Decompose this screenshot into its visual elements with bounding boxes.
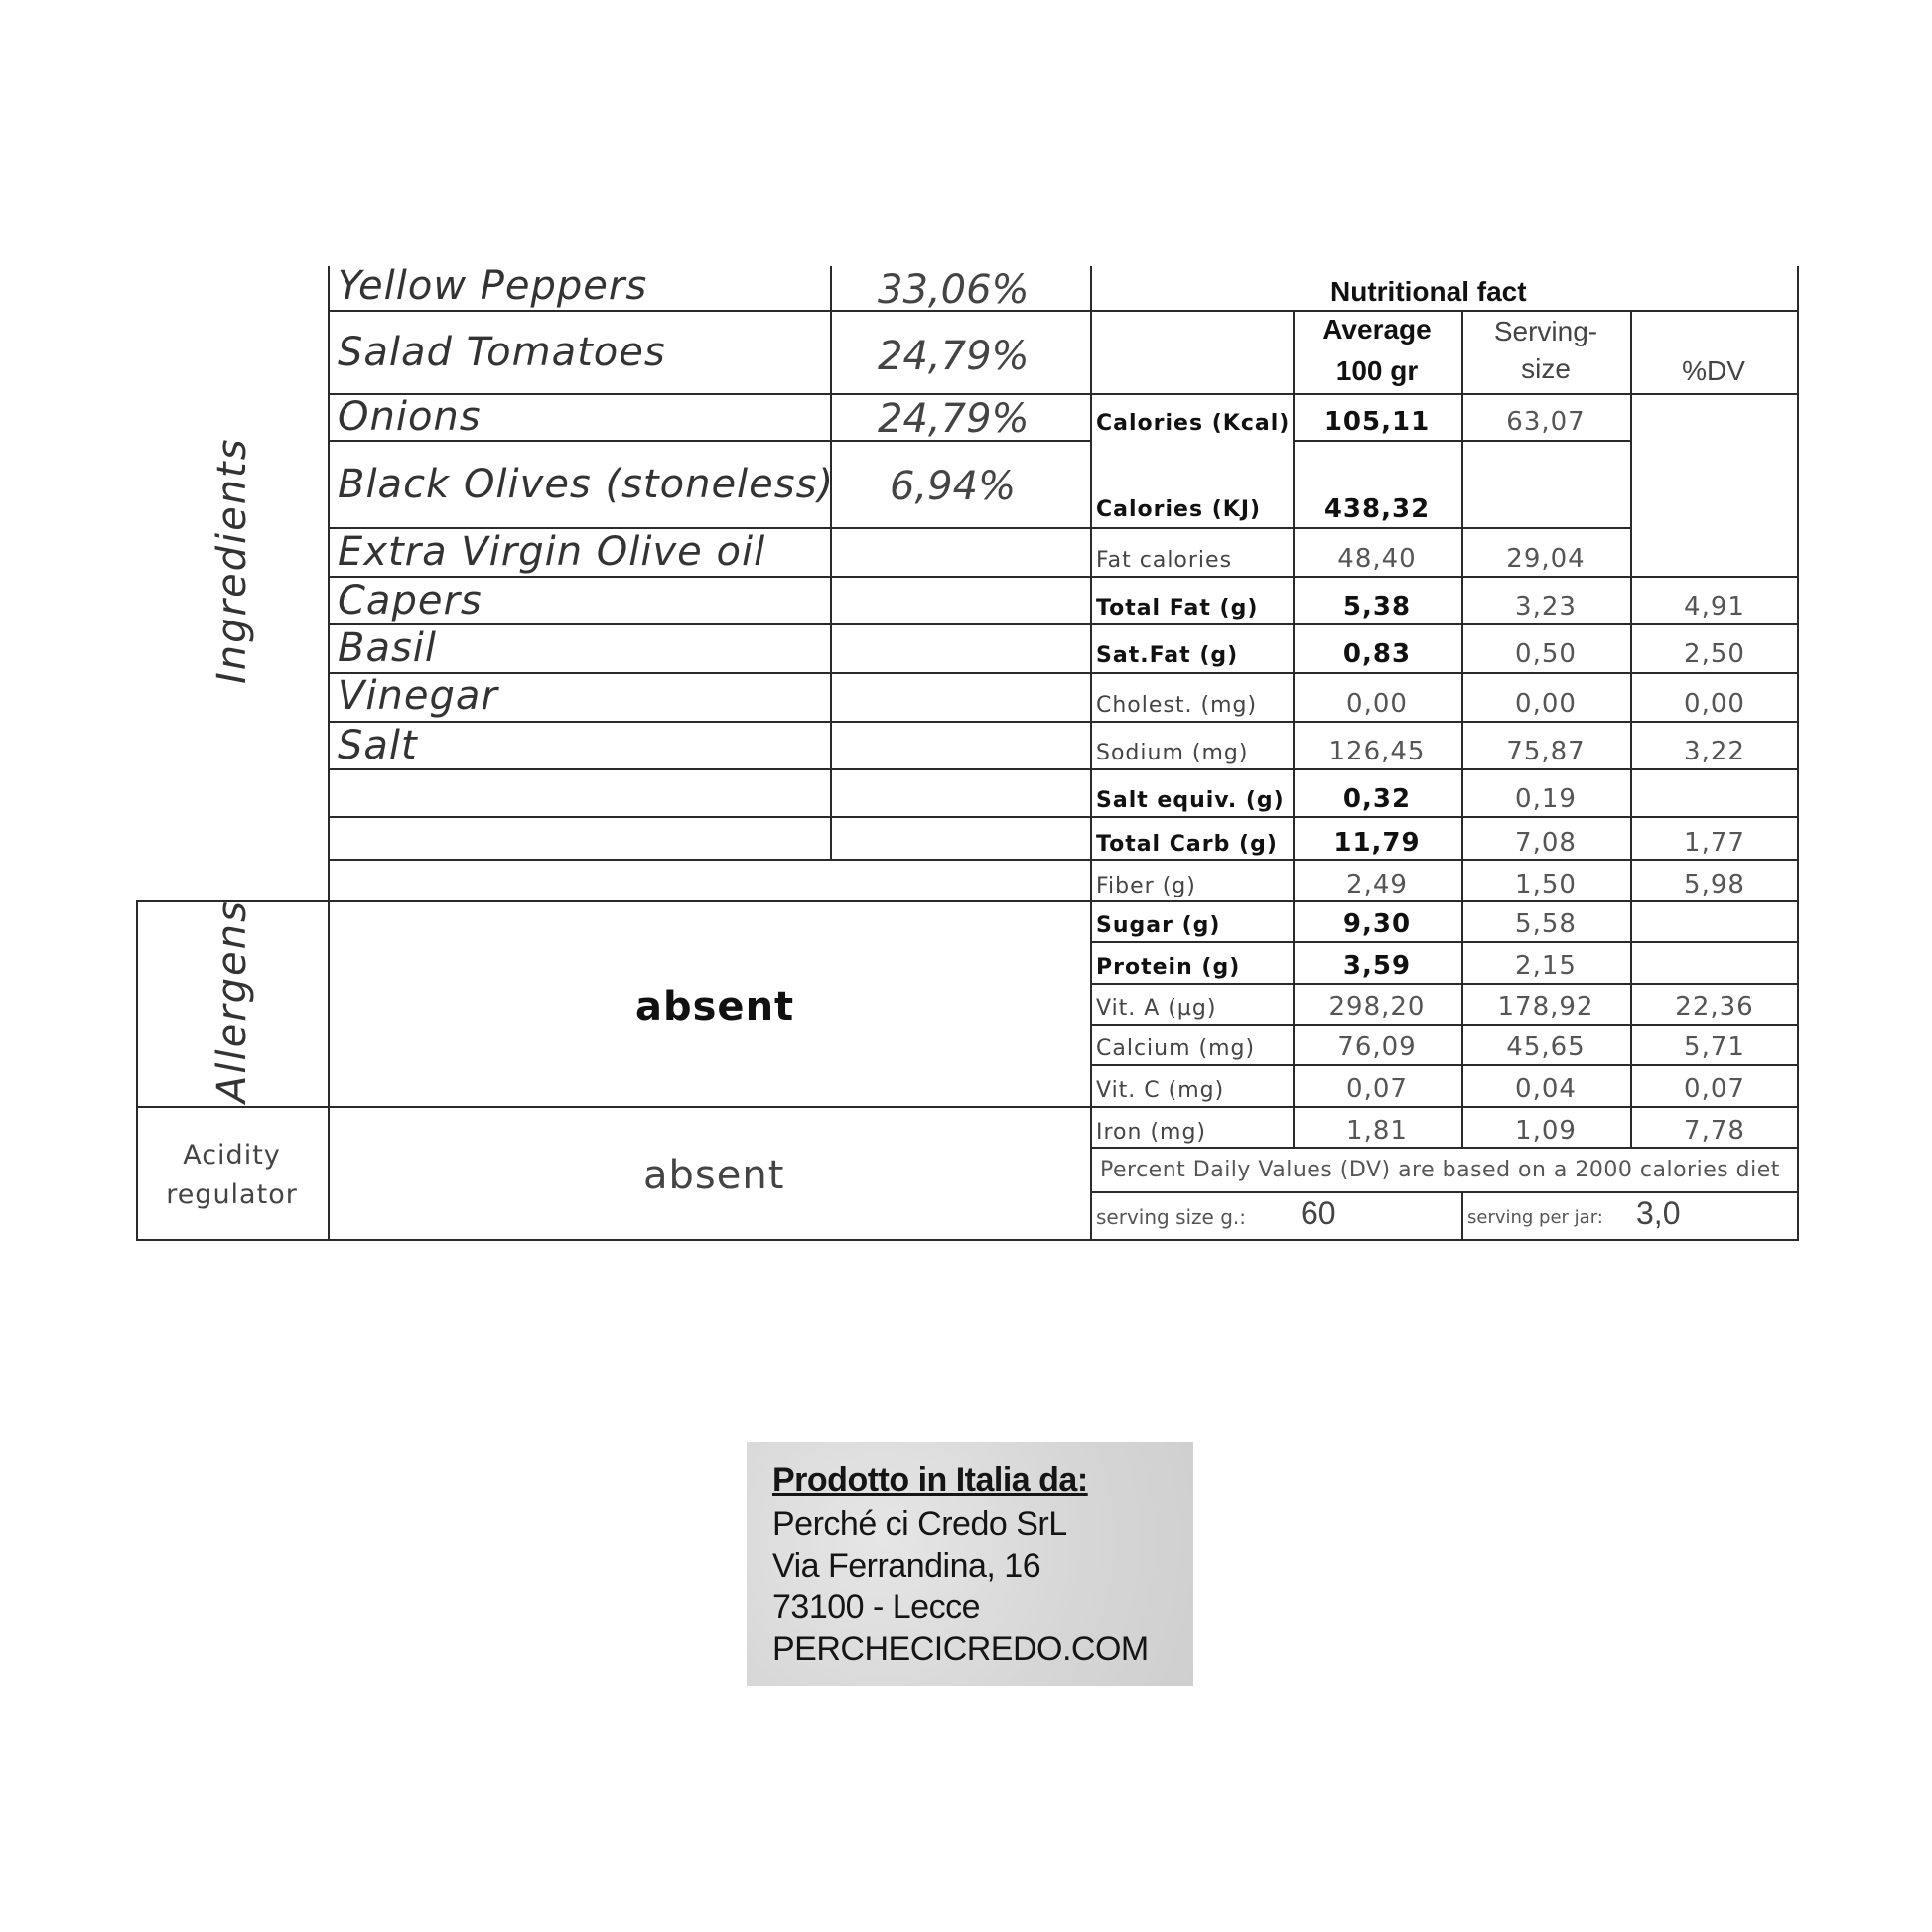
nutrient-dv: 5,71: [1684, 1033, 1745, 1062]
acidity-regulator-label-line1: Acidity: [183, 1140, 281, 1171]
nutrient-label: Sugar (g): [1096, 913, 1221, 938]
nutrient-serving: 3,23: [1515, 592, 1577, 621]
serving-size-value: 60: [1301, 1195, 1336, 1231]
nutrient-label: Calories (Kcal): [1096, 411, 1291, 436]
ingredient-name: Yellow Peppers: [338, 263, 648, 309]
nutrient-label: Total Carb (g): [1096, 832, 1278, 857]
nutrient-dv: 7,78: [1684, 1116, 1745, 1146]
nutrient-avg: 105,11: [1323, 407, 1431, 437]
col-average-header-unit: 100 gr: [1335, 355, 1419, 386]
nutrient-avg: 3,59: [1342, 951, 1412, 981]
nutrient-avg: 48,40: [1337, 544, 1417, 574]
nutrient-avg: 11,79: [1333, 828, 1421, 858]
ingredient-percent: 6,94%: [890, 464, 1017, 509]
nutrient-dv: 5,98: [1684, 870, 1745, 899]
nutrient-serving: 0,19: [1515, 784, 1577, 814]
nutrient-avg: 438,32: [1323, 494, 1431, 524]
nutrient-label: Sodium (mg): [1096, 741, 1249, 765]
nutrient-dv: 22,36: [1675, 992, 1754, 1022]
nutrient-label: Calories (KJ): [1096, 497, 1262, 522]
nutrient-serving: 0,50: [1515, 639, 1577, 669]
ingredient-name: Basil: [338, 625, 438, 671]
nutrient-label: Cholest. (mg): [1096, 693, 1258, 718]
nutrient-avg: 0,00: [1346, 689, 1408, 719]
col-serving-header-unit: size: [1521, 353, 1571, 384]
nutrient-avg: 9,30: [1342, 909, 1412, 939]
producer-heading: Prodotto in Italia da:: [772, 1461, 1088, 1499]
nutrient-avg: 2,49: [1346, 870, 1408, 899]
ingredient-name: Vinegar: [338, 673, 498, 719]
nutrient-label: Vit. A (µg): [1096, 996, 1217, 1021]
dv-footnote-clip: [1092, 1152, 1797, 1187]
nutrient-dv: 4,91: [1684, 592, 1745, 621]
nutrient-avg: 0,07: [1346, 1074, 1408, 1104]
nutrient-label: Salt equiv. (g): [1096, 788, 1285, 813]
producer-company: Perché ci Credo SrL: [772, 1505, 1067, 1543]
nutrient-serving: 45,65: [1506, 1033, 1586, 1062]
nutrient-avg: 0,32: [1342, 784, 1412, 814]
serving-size-label: serving size g.:: [1096, 1205, 1246, 1229]
nutrient-label: Protein (g): [1096, 955, 1241, 980]
nutrient-label: Fiber (g): [1096, 874, 1196, 898]
allergens-section-label: Allergens: [209, 899, 255, 1103]
nutrient-serving: 75,87: [1506, 737, 1586, 766]
nutrient-dv: 2,50: [1684, 639, 1745, 669]
serving-per-jar-label: serving per jar:: [1467, 1207, 1603, 1228]
nutrient-label: Vit. C (mg): [1096, 1078, 1225, 1103]
ingredients-section-label: Ingredients: [209, 437, 255, 684]
nutrient-label: Fat calories: [1096, 548, 1233, 573]
ingredient-name: Onions: [338, 394, 482, 440]
acidity-regulator-label-line2: regulator: [166, 1179, 298, 1210]
nutrient-label: Iron (mg): [1096, 1120, 1207, 1145]
ingredient-percent: 24,79%: [878, 396, 1030, 442]
nutrient-serving: 0,00: [1515, 689, 1577, 719]
producer-city: 73100 - Lecce: [772, 1588, 980, 1626]
ingredient-percent: 33,06%: [878, 267, 1030, 313]
ingredient-name: Capers: [338, 578, 483, 623]
nutrient-avg: 0,83: [1342, 639, 1412, 669]
nutrient-serving: 178,92: [1497, 992, 1594, 1022]
nutrient-dv: 1,77: [1684, 828, 1745, 858]
ingredient-name: Extra Virgin Olive oil: [338, 529, 766, 575]
nutrient-label: Calcium (mg): [1096, 1036, 1256, 1061]
dv-footnote: Percent Daily Values (DV) are based on a 2000 calories diet: [1100, 1158, 1780, 1182]
col-serving-header: Serving-: [1493, 316, 1598, 346]
nutrient-dv: 0,00: [1684, 689, 1745, 719]
allergens-value: absent: [635, 984, 795, 1030]
nutrient-label: Sat.Fat (g): [1096, 643, 1239, 668]
ingredient-name: Salad Tomatoes: [338, 330, 666, 375]
nutrient-serving: 1,09: [1515, 1116, 1577, 1146]
col-average-header: Average: [1322, 314, 1432, 345]
nutrient-serving: 2,15: [1515, 951, 1577, 981]
producer-stamp: [747, 1442, 1193, 1686]
nutrient-serving: 5,58: [1515, 909, 1577, 939]
nutrient-avg: 298,20: [1328, 992, 1426, 1022]
nutrient-dv: 3,22: [1684, 737, 1745, 766]
ingredient-percent: 24,79%: [878, 334, 1030, 379]
producer-website: PERCHECICREDO.COM: [772, 1630, 1149, 1668]
col-dv-header: %DV: [1682, 355, 1745, 386]
nutrient-avg: 5,38: [1342, 592, 1412, 621]
nutrient-avg: 126,45: [1328, 737, 1426, 766]
acidity-regulator-value: absent: [643, 1153, 785, 1198]
nutrient-avg: 76,09: [1337, 1033, 1417, 1062]
nutrient-serving: 1,50: [1515, 870, 1577, 899]
nutrient-avg: 1,81: [1346, 1116, 1408, 1146]
ingredient-name: Black Olives (stoneless): [338, 462, 835, 507]
nutrient-dv: 0,07: [1684, 1074, 1745, 1104]
nutrient-serving: 63,07: [1506, 407, 1586, 437]
producer-street: Via Ferrandina, 16: [772, 1547, 1041, 1585]
ingredient-name: Salt: [338, 723, 418, 768]
nutrient-serving: 7,08: [1515, 828, 1577, 858]
serving-per-jar-value: 3,0: [1636, 1195, 1681, 1231]
nutrient-serving: 0,04: [1515, 1074, 1577, 1104]
nutrient-label: Total Fat (g): [1096, 596, 1259, 621]
nutrition-title: Nutritional fact: [1330, 276, 1527, 307]
nutrient-serving: 29,04: [1506, 544, 1586, 574]
